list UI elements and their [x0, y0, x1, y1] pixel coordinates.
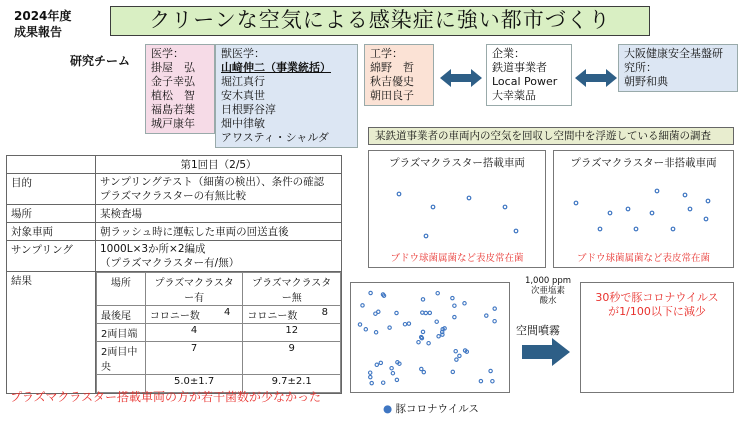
- colony-count: 4: [224, 307, 231, 318]
- virus-particle: [485, 314, 488, 317]
- page-title: クリーンな空気による感染症に強い都市づくり: [110, 6, 650, 36]
- virus-particle: [370, 381, 373, 384]
- veterinary-line: 日根野谷淳: [221, 103, 276, 116]
- virus-particle: [403, 323, 406, 326]
- virus-particle: [493, 307, 496, 310]
- virus-particle: [453, 315, 456, 318]
- virus-particle: [361, 304, 364, 307]
- virus-particle: [427, 342, 430, 345]
- virus-particle: [395, 378, 398, 381]
- result-text: 30秒で豚コロナウイルス が1/100以下に減少: [595, 291, 719, 318]
- institute-line: 大阪健康安全基盤研: [624, 47, 723, 60]
- mean-with: 5.0±1.7: [145, 375, 243, 393]
- virus-particle: [407, 322, 410, 325]
- virus-particle: [421, 330, 424, 333]
- results-header: 場所: [97, 273, 146, 306]
- medicine-line: 福島若葉: [151, 103, 195, 116]
- virus-particle: [489, 369, 492, 372]
- virus-particle: [369, 371, 372, 374]
- virus-particle: [369, 291, 372, 294]
- panel-caption: ブドウ球菌属菌など表皮常在菌: [576, 253, 710, 264]
- virus-particle: [390, 367, 393, 370]
- institute-line: 究所：: [624, 61, 657, 74]
- virus-particle: [453, 304, 456, 307]
- virus-particle: [369, 375, 372, 378]
- virus-particle: [421, 311, 424, 314]
- colony-count: 4: [145, 324, 243, 342]
- virus-dot-icon: ●: [383, 403, 393, 415]
- fiscal-year-label: 2024年度 成果報告: [14, 9, 72, 39]
- row-value: 1000L×3か所×2編成 （プラズマクラスター有/無）: [96, 241, 342, 272]
- row-value: サンプリングテスト（細菌の検出）、条件の確認 プラズマクラスターの有無比較: [96, 174, 342, 205]
- conclusion-text: プラズマクラスター搭載車両の方が若干菌数が少なかった: [10, 390, 322, 404]
- results-place: 2両目端: [97, 324, 146, 342]
- medicine-line: 城戸康年: [151, 117, 195, 130]
- colony-label: コロニー数: [149, 311, 200, 322]
- panel-title: プラズマクラスター搭載車両: [389, 157, 525, 169]
- virus-particle: [458, 354, 461, 357]
- virus-panel: [350, 282, 510, 393]
- panel-without-plasma: [553, 150, 734, 268]
- company-line: Local Power: [492, 75, 558, 88]
- row-label: 場所: [7, 205, 96, 223]
- virus-particle: [417, 341, 420, 344]
- row-label: 結果: [7, 272, 96, 394]
- table-row: [97, 306, 341, 324]
- engineering-line: 工学：: [370, 47, 403, 60]
- veterinary-line: 安木真世: [221, 89, 265, 102]
- table-row: [97, 342, 341, 375]
- company-line: 鉄道事業者: [492, 61, 547, 74]
- results-header: プラズマクラスター有: [145, 273, 243, 306]
- medicine-line: 金子幸弘: [151, 75, 195, 88]
- result-panel: [580, 282, 734, 393]
- colony-label: コロニー数: [247, 311, 298, 322]
- engineering-group: [364, 44, 434, 106]
- results-place: 2両目中央: [97, 342, 146, 375]
- row-label: サンプリング: [7, 241, 96, 272]
- colony-count: 12: [243, 324, 341, 342]
- double-arrow-icon: [440, 68, 482, 88]
- virus-particle: [382, 381, 385, 384]
- results-table: [96, 272, 341, 393]
- company-line: 企業：: [492, 47, 525, 60]
- veterinary-group: [215, 44, 358, 148]
- virus-particle: [463, 302, 466, 305]
- virus-particle: [441, 333, 444, 336]
- table-row: [97, 324, 341, 342]
- company-line: 大幸薬品: [492, 89, 536, 102]
- virus-particle: [491, 380, 494, 383]
- experiment-table: [6, 155, 342, 394]
- colony-count: 7: [145, 342, 243, 375]
- project-lead: 山﨑伸二（事業統括）: [221, 61, 331, 74]
- team-label: 研究チーム: [70, 54, 131, 68]
- virus-particle: [455, 358, 458, 361]
- row-label: 目的: [7, 174, 96, 205]
- row-value: 朝ラッシュ時に運転した車両の回送直後: [96, 223, 342, 241]
- virus-particle: [374, 331, 377, 334]
- virus-particle: [454, 350, 457, 353]
- virus-particle: [375, 363, 378, 366]
- veterinary-line: アワスティ・シャルダ: [221, 131, 329, 144]
- spray-label: 空間噴霧: [516, 324, 560, 337]
- virus-particle: [479, 379, 482, 382]
- virus-particle: [388, 326, 391, 329]
- virus-particle: [377, 310, 380, 313]
- virus-particle: [435, 320, 438, 323]
- virus-particle: [358, 323, 361, 326]
- virus-particle: [451, 296, 454, 299]
- institute-group: [618, 44, 738, 92]
- virus-particle: [424, 311, 427, 314]
- panel-with-plasma: [368, 150, 546, 268]
- virus-particle: [391, 372, 394, 375]
- virus-particle: [395, 311, 398, 314]
- virus-particle: [396, 361, 399, 364]
- spray-concentration: 1,000 ppm 次亜塩素 酸水: [524, 276, 572, 306]
- virus-dots: [351, 283, 509, 392]
- row-label: 対象車両: [7, 223, 96, 241]
- virus-particle: [428, 311, 431, 314]
- virus-particle: [421, 298, 424, 301]
- virus-particle: [422, 370, 425, 373]
- institute-line: 朝野和典: [624, 75, 668, 88]
- colony-count: 8: [321, 307, 328, 318]
- medicine-line: 医学：: [151, 47, 184, 60]
- panel-caption: ブドウ球菌属菌など表皮常在菌: [390, 253, 524, 264]
- veterinary-heading: 獣医学：: [221, 47, 265, 60]
- veterinary-line: 畑中律敏: [221, 117, 265, 130]
- virus-particle: [436, 292, 439, 295]
- survey-title: 某鉄道事業者の車両内の空気を回収し空間中を浮遊している細菌の調査: [368, 127, 734, 145]
- virus-particle: [493, 320, 496, 323]
- bacteria-dots: [554, 171, 733, 249]
- double-arrow-icon: [575, 68, 617, 88]
- session-header: 第1回目（2/5）: [96, 156, 342, 174]
- engineering-line: 綿野 哲: [370, 61, 414, 74]
- virus-particle: [420, 367, 423, 370]
- bacteria-dots: [369, 171, 545, 249]
- panel-title: プラズマクラスター非搭載車両: [570, 157, 717, 169]
- virus-legend: ● 豚コロナウイルス: [383, 403, 479, 415]
- virus-particle: [364, 328, 367, 331]
- right-arrow-icon: [522, 338, 572, 366]
- results-place: 最後尾: [97, 306, 146, 324]
- mean-without: 9.7±2.1: [243, 375, 341, 393]
- virus-particle: [451, 370, 454, 373]
- medicine-group: [145, 44, 215, 134]
- engineering-line: 朝田良子: [370, 89, 414, 102]
- medicine-line: 植松 智: [151, 89, 195, 102]
- medicine-line: 掛屋 弘: [151, 61, 195, 74]
- row-value: 某検査場: [96, 205, 342, 223]
- virus-particle: [437, 335, 440, 338]
- veterinary-line: 堀江真行: [221, 75, 265, 88]
- results-header: プラズマクラスター無: [243, 273, 341, 306]
- colony-count: 9: [243, 342, 341, 375]
- engineering-line: 秋吉優史: [370, 75, 414, 88]
- virus-particle: [379, 361, 382, 364]
- company-group: [486, 44, 572, 106]
